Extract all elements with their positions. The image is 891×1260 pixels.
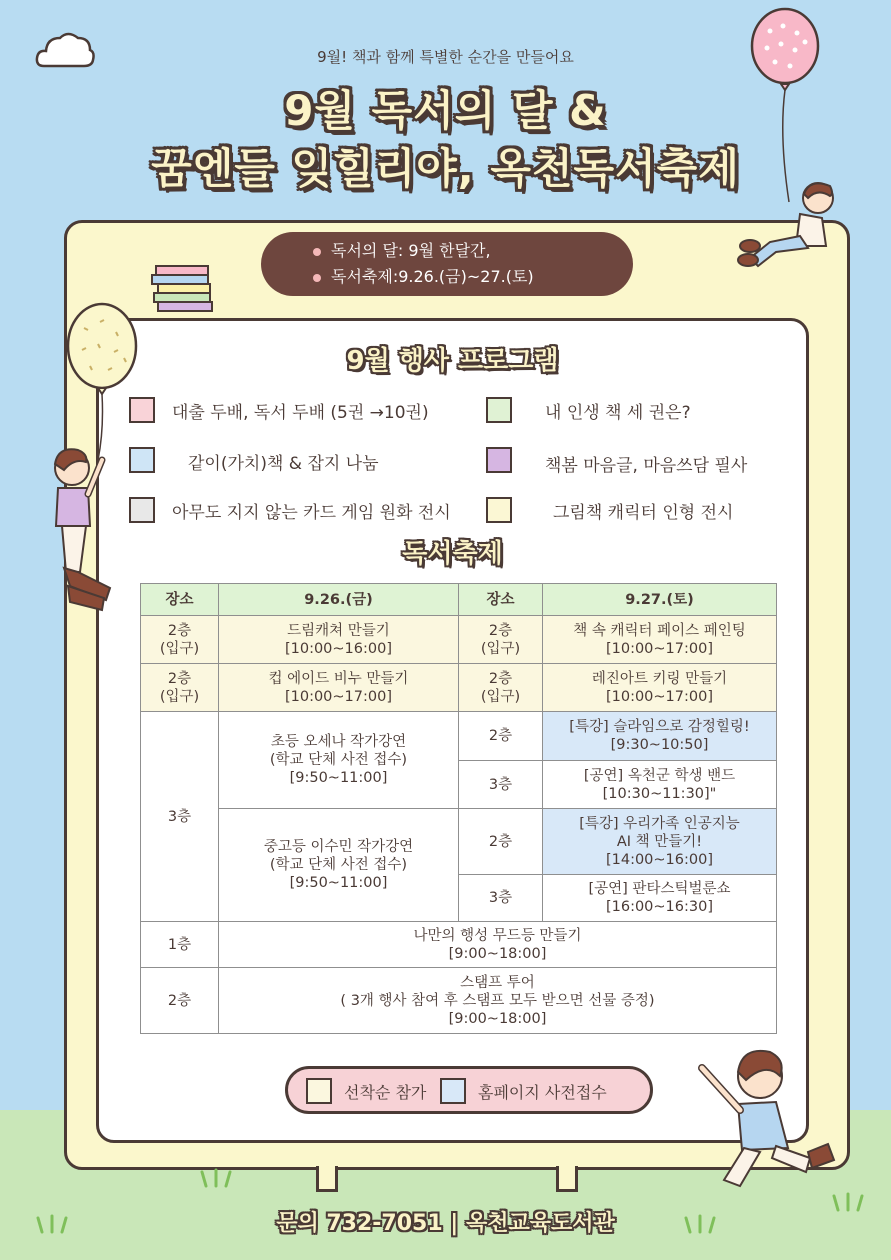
place-cell: 2층 (입구) [141, 664, 219, 712]
bullet-icon [313, 248, 321, 256]
boy-hanging-illustration [730, 176, 845, 276]
program-item-loan-double: 대출 두배, 독서 두배 (5권 →10권) [172, 403, 429, 423]
place-cell: 1층 [141, 922, 219, 968]
place-cell: 2층 [459, 809, 543, 875]
program-item-doll-exhibit: 그림책 캐릭터 인형 전시 [553, 503, 734, 523]
program-color-swatch [129, 497, 155, 523]
place-cell: 2층 (입구) [459, 616, 543, 664]
date-line-festival: 독서축제:9.26.(금)~27.(토) [331, 267, 534, 286]
event-cell: [특강] 우리가족 인공지능 AI 책 만들기! [14:00~16:00] [543, 809, 777, 875]
first-come-label: 선착순 참가 [344, 1083, 427, 1102]
table-row [141, 664, 777, 712]
event-cell: 드림캐쳐 만들기 [10:00~16:00] [219, 616, 459, 664]
event-cell-lecture-secondary: 중고등 이수민 작가강연 (학교 단체 사전 접수) [9:50~11:00] [219, 809, 459, 922]
place-cell: 3층 [141, 712, 219, 922]
sign-leg [316, 1166, 338, 1192]
table-row [141, 712, 777, 761]
event-cell-lecture-elementary: 초등 오세나 작가강연 (학교 단체 사전 접수) [9:50~11:00] [219, 712, 459, 809]
running-boy-illustration [680, 1040, 850, 1190]
table-row [141, 809, 777, 875]
header-place: 장소 [459, 584, 543, 616]
bullet-icon [313, 274, 321, 282]
program-item-transcription: 책봄 마음글, 마음쓰담 필사 [545, 456, 748, 476]
date-line-month: 독서의 달: 9월 한달간, [331, 241, 491, 260]
program-color-swatch [486, 397, 512, 423]
event-cell: [특강] 슬라임으로 감정힐링! [9:30~10:50] [543, 712, 777, 761]
place-cell: 3층 [459, 761, 543, 809]
event-cell: 책 속 캐릭터 페이스 페인팅 [10:00~17:00] [543, 616, 777, 664]
child-holding-balloon-illustration [44, 440, 124, 615]
event-cell: [공연] 판타스틱벌룬쇼 [16:00~16:30] [543, 875, 777, 922]
table-header-row [141, 584, 777, 616]
event-cell: 컵 에이드 비누 만들기 [10:00~17:00] [219, 664, 459, 712]
program-section-title: 9월 행사 프로그램 [346, 346, 559, 376]
date-summary-pill [261, 232, 633, 296]
poster-subtitle: 9월! 책과 함께 특별한 순간을 만들어요 [317, 48, 574, 66]
table-row [141, 616, 777, 664]
program-color-swatch [129, 447, 155, 473]
table-row [141, 968, 777, 1034]
festival-schedule-table [140, 583, 777, 1034]
program-item-card-game-art: 아무도 지지 않는 카드 게임 원화 전시 [172, 503, 451, 523]
place-cell: 2층 (입구) [459, 664, 543, 712]
poster-title-line2: 꿈엔들 잊힐리야, 옥천독서축제 [151, 144, 740, 193]
header-place: 장소 [141, 584, 219, 616]
grass-icon [200, 1168, 240, 1188]
contact-footer: 문의 732-7051 | 옥천교육도서관 [276, 1211, 615, 1236]
event-cell: [공연] 옥천군 학생 밴드 [10:30~11:30]" [543, 761, 777, 809]
program-color-swatch [486, 447, 512, 473]
festival-section-title: 독서축제 [402, 539, 503, 569]
sign-leg [556, 1166, 578, 1192]
table-row [141, 922, 777, 968]
yellow-balloon-icon [64, 300, 144, 460]
place-cell: 2층 [459, 712, 543, 761]
program-color-swatch [129, 397, 155, 423]
homepage-label: 홈페이지 사전접수 [478, 1083, 607, 1102]
first-come-swatch [306, 1078, 332, 1104]
program-color-swatch [486, 497, 512, 523]
header-day2: 9.27.(토) [543, 584, 777, 616]
place-cell: 3층 [459, 875, 543, 922]
poster-title-line1: 9월 독서의 달 & [284, 86, 607, 135]
header-day1: 9.26.(금) [219, 584, 459, 616]
book-stack-icon [150, 262, 216, 318]
event-cell-mood-light: 나만의 행성 무드등 만들기 [9:00~18:00] [219, 922, 777, 968]
event-cell: 레진아트 키링 만들기 [10:00~17:00] [543, 664, 777, 712]
registration-legend-pill [285, 1066, 653, 1114]
program-item-book-sharing: 같이(가치)책 & 잡지 나눔 [188, 454, 379, 474]
program-item-life-books: 내 인생 책 세 권은? [545, 403, 691, 423]
homepage-swatch [440, 1078, 466, 1104]
place-cell: 2층 (입구) [141, 616, 219, 664]
place-cell: 2층 [141, 968, 219, 1034]
event-cell-stamp-tour: 스탬프 투어 ( 3개 행사 참여 후 스탬프 모두 받으면 선물 증정) [9:00~18:00] [219, 968, 777, 1034]
